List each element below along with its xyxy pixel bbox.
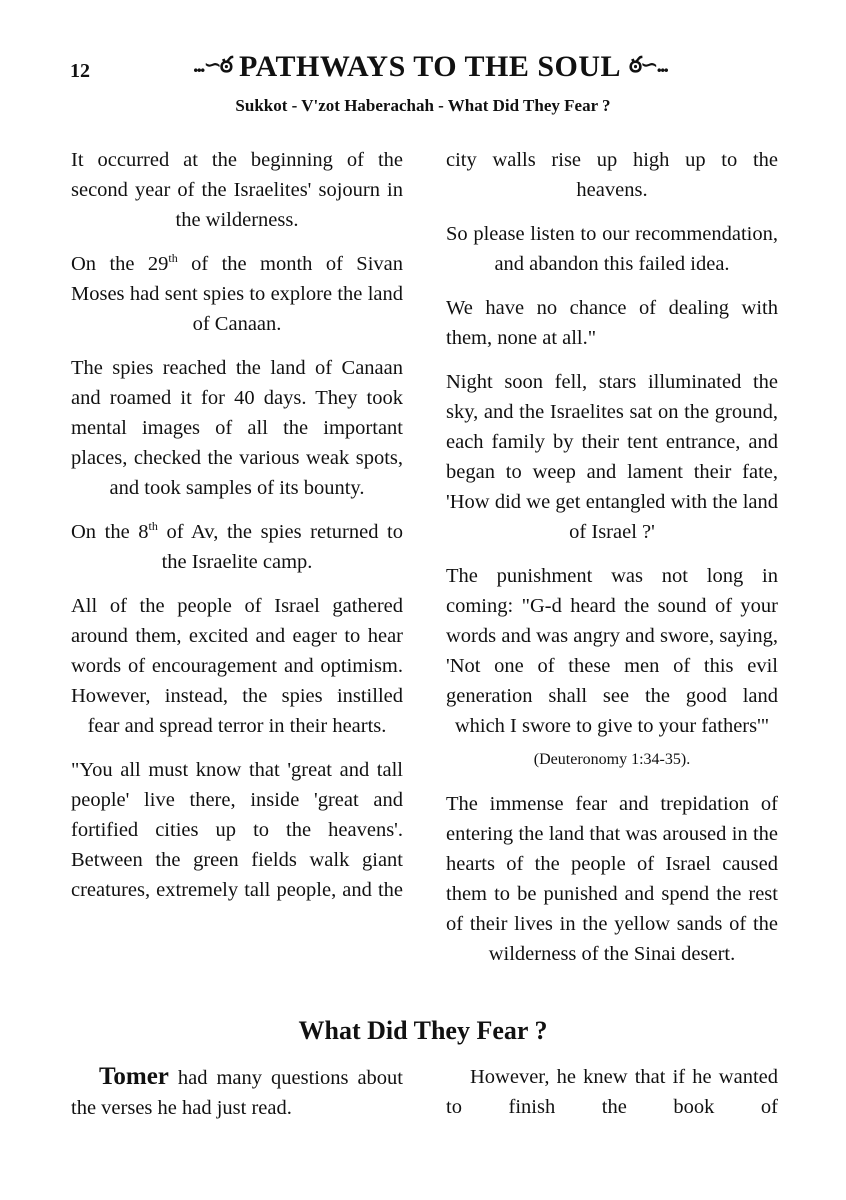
lead-word: Tomer xyxy=(99,1063,169,1090)
paragraph: The spies reached the land of Canaan and roamed it for 40 days. They took mental images of all the important places, checked the various weak spots, and took samples of its bounty. xyxy=(71,357,403,499)
paragraph: The immense fear and trepidation of entering the land that was aroused in the hearts of the people of Israel caused them to be punished and spend the rest of their lives in the yellow sands of the wilderness of the Sinai desert. xyxy=(446,793,778,965)
right-column xyxy=(446,145,778,983)
section-left-column xyxy=(71,1062,403,1123)
paragraph: On the 8th of Av, the spies returned to the Israelite camp. xyxy=(71,519,404,573)
book-title: PATHWAYS TO THE SOUL xyxy=(238,50,622,83)
paragraph: Tomer had many questions about the verses he had just read. xyxy=(71,1063,403,1119)
citation: (Deuteronomy 1:34-35). xyxy=(533,751,691,768)
paragraph: We have no chance of dealing with them, none at all." xyxy=(446,297,778,349)
paragraph: It occurred at the beginning of the second year of the Israelites' sojourn in the wilderness. xyxy=(71,149,403,231)
page-number: 12 xyxy=(70,60,90,82)
flourish-right-icon: ఠ∽... xyxy=(629,51,668,77)
chapter-subtitle: Sukkot - V'zot Haberachah - What Did They Fear ? xyxy=(235,96,611,115)
paragraph: All of the people of Israel gathered around them, excited and eager to hear words of encouragement and optimism. However, instead, the spies instilled fear and spread terror in their hearts. xyxy=(71,595,403,737)
running-header xyxy=(130,50,730,84)
left-column xyxy=(71,145,403,919)
paragraph: However, he knew that if he wanted to finish the book of xyxy=(446,1066,778,1118)
paragraph: The punishment was not long in coming: "G-d heard the sound of your words and was angry and swore, saying, 'Not one of these men of this evil generation shall see the good land which I swore to give to your fathers'" xyxy=(446,565,778,737)
paragraph: On the 29th of the month of Sivan Moses had sent spies to explore the land of Canaan. xyxy=(71,251,403,335)
paragraph: "You all must know that 'great and tall people' live there, inside 'great and fortified cities up to the heavens'. Between the green fields walk giant creatures, extremely tall people, and the xyxy=(71,759,403,901)
paragraph: city walls rise up high up to the heavens. xyxy=(446,149,778,201)
paragraph: So please listen to our recommendation, and abandon this failed idea. xyxy=(446,223,778,275)
section-right-column xyxy=(446,1062,778,1122)
section-heading: What Did They Fear ? xyxy=(298,1016,548,1045)
flourish-left-icon: ...∽ఠ xyxy=(192,51,231,77)
paragraph: Night soon fell, stars illuminated the sky, and the Israelites sat on the ground, each family by their tent entrance, and began to weep and lament their fate, 'How did we get entangled with the land of Israel ?' xyxy=(446,371,778,543)
